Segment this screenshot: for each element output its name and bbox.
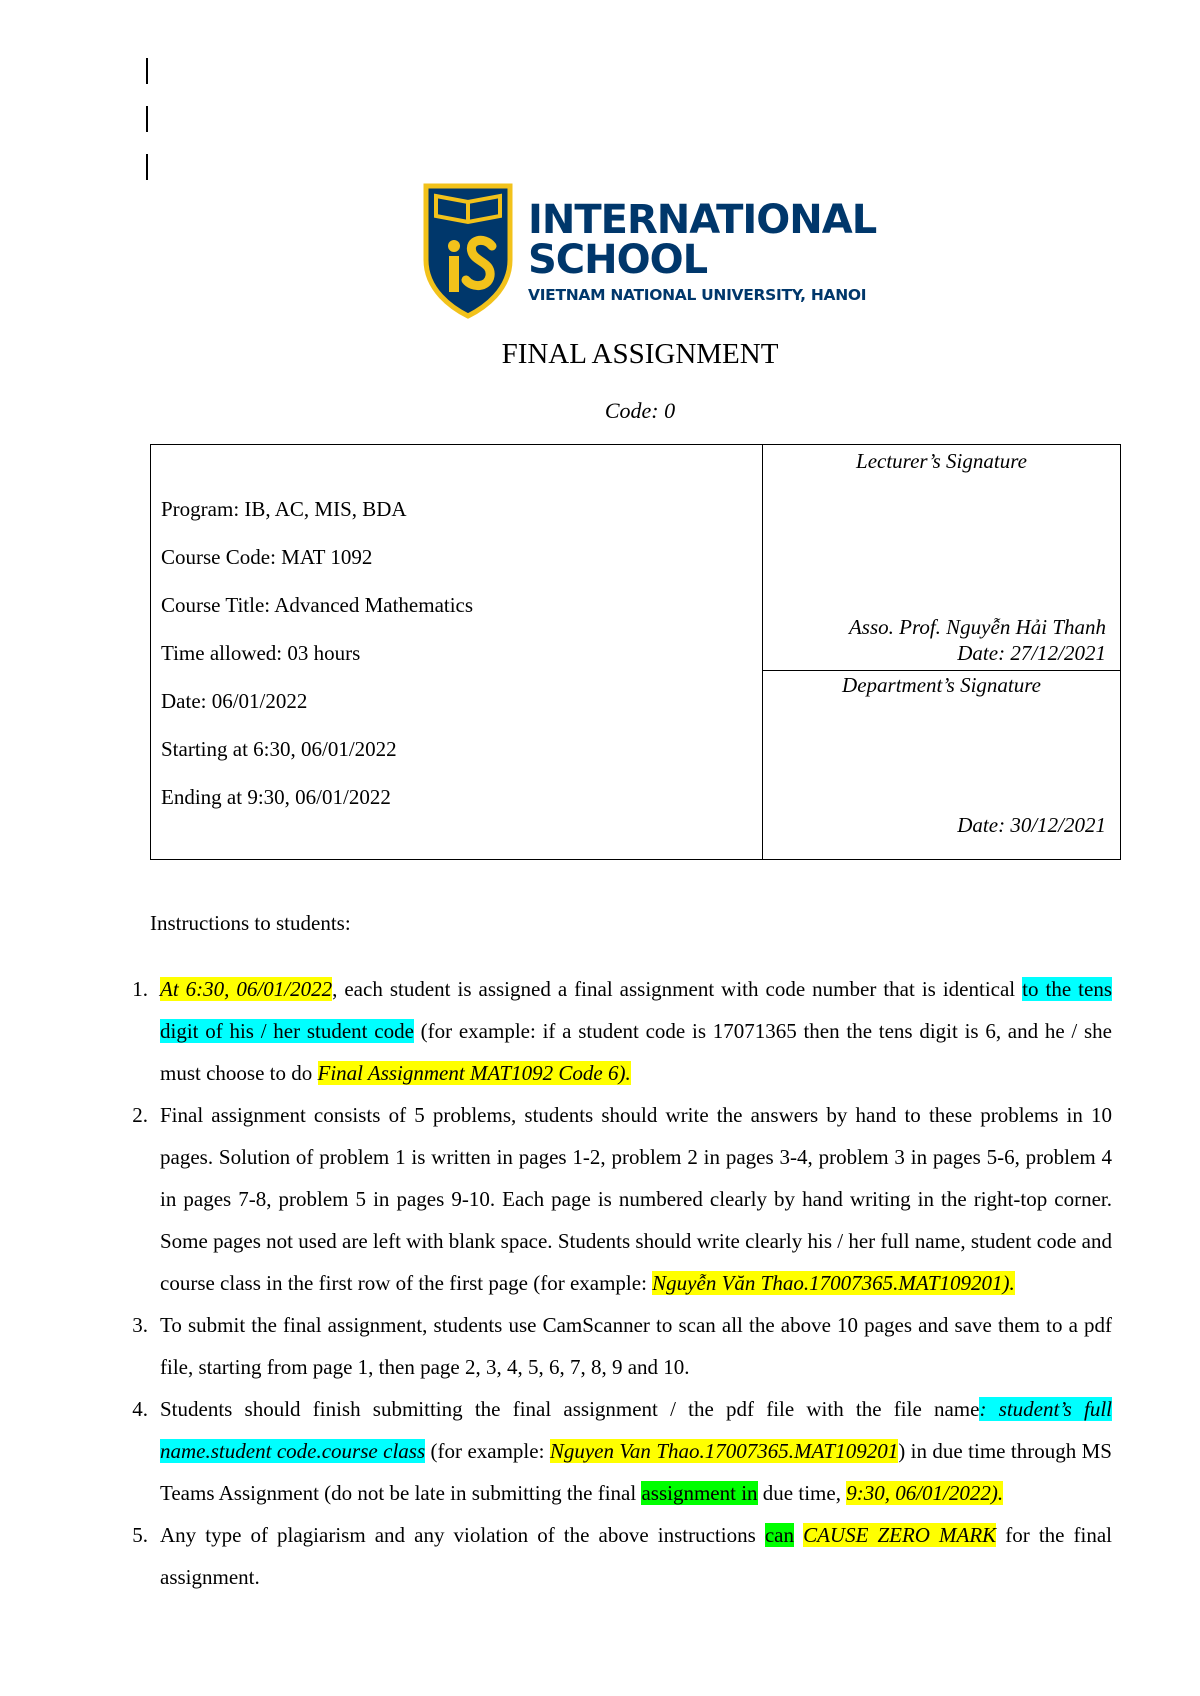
instruction-text: , each student is assigned a final assignment with code number that is identical bbox=[332, 977, 1023, 1001]
lecturer-signature-heading: Lecturer’s Signature bbox=[856, 449, 1027, 473]
instruction-text: Students should finish submitting the final assignment / the pdf file with the file name bbox=[160, 1397, 980, 1421]
instruction-number: 1. bbox=[132, 977, 148, 1001]
page-title: FINAL ASSIGNMENT bbox=[501, 338, 779, 370]
instruction-text: ) in due time through MS Teams Assignment (do not be late in submitting the final bbox=[160, 1439, 1112, 1505]
shield-emblem-icon bbox=[420, 182, 516, 320]
highlighted-text: to the tens digit of his / her student code bbox=[160, 977, 1112, 1043]
highlighted-text: CAUSE ZERO MARK bbox=[803, 1523, 997, 1547]
lecturer-date: Date: 27/12/2021 bbox=[957, 641, 1106, 665]
ending-line: Ending at 9:30, 06/01/2022 bbox=[161, 785, 391, 809]
instruction-item bbox=[118, 1388, 1112, 1514]
course-title-line: Course Title: Advanced Mathematics bbox=[161, 593, 474, 617]
school-logo bbox=[420, 182, 877, 322]
highlighted-text: Final Assignment MAT1092 Code 6). bbox=[317, 1061, 631, 1085]
highlighted-text: Nguyen Van Thao.17007365.MAT109201 bbox=[549, 1439, 899, 1463]
instruction-text: due time, bbox=[757, 1481, 847, 1505]
text-cursor-mark bbox=[146, 154, 148, 180]
starting-line: Starting at 6:30, 06/01/2022 bbox=[161, 737, 397, 761]
course-details-cell bbox=[151, 445, 763, 859]
logo-wordmark bbox=[528, 197, 877, 306]
instruction-item bbox=[118, 968, 1112, 1094]
text-cursor-mark bbox=[146, 58, 148, 84]
instruction-number: 3. bbox=[132, 1313, 148, 1337]
assignment-code: Code: 0 bbox=[604, 398, 676, 423]
logo-line-school: SCHOOL bbox=[528, 237, 708, 283]
logo-line-university: VIETNAM NATIONAL UNIVERSITY, HANOI bbox=[528, 286, 867, 304]
instruction-text: (for example: if a student code is 17071365 then the tens digit is 6, and he / she must choose to do bbox=[160, 1019, 1112, 1085]
instruction-number: 5. bbox=[132, 1523, 148, 1547]
instruction-text: (for example: bbox=[425, 1439, 550, 1463]
department-signature-cell bbox=[763, 671, 1120, 859]
instructions-heading: Instructions to students: bbox=[150, 911, 351, 935]
instruction-number: 2. bbox=[132, 1103, 148, 1127]
instruction-item bbox=[118, 1304, 1112, 1388]
highlighted-text: At 6:30, 06/01/2022 bbox=[160, 977, 333, 1001]
lecturer-name: Asso. Prof. Nguyễn Hải Thanh bbox=[848, 615, 1106, 639]
instruction-text: for the final assignment. bbox=[160, 1523, 1113, 1589]
department-signature-heading: Department’s Signature bbox=[842, 673, 1041, 697]
instruction-text: To submit the final assignment, students use CamScanner to scan all the above 10 pages and save them to a pdf file, starting from page 1, then page 2, 3, 4, 5, 6, 7, 8, 9 and 10. bbox=[160, 1313, 1112, 1379]
highlighted-text: can bbox=[764, 1523, 794, 1547]
department-date: Date: 30/12/2021 bbox=[957, 813, 1106, 837]
text-cursor-mark bbox=[146, 106, 148, 132]
instructions-list bbox=[118, 968, 1112, 1598]
logo-line-international: INTERNATIONAL bbox=[528, 197, 877, 243]
instruction-text bbox=[794, 1523, 803, 1547]
date-line: Date: 06/01/2022 bbox=[161, 689, 308, 713]
course-info-table bbox=[150, 444, 1121, 860]
instruction-text: Any type of plagiarism and any violation of the above instructions bbox=[160, 1523, 765, 1547]
highlighted-text: 9:30, 06/01/2022). bbox=[846, 1481, 1004, 1505]
highlighted-text: Nguyễn Văn Thao.17007365.MAT109201). bbox=[652, 1271, 1015, 1295]
time-allowed-line: Time allowed: 03 hours bbox=[161, 641, 361, 665]
instruction-item bbox=[118, 1094, 1112, 1304]
highlighted-text: assignment in bbox=[641, 1481, 758, 1505]
instruction-number: 4. bbox=[132, 1397, 148, 1421]
course-code-line: Course Code: MAT 1092 bbox=[161, 545, 373, 569]
highlighted-text: : student’s full name.student code.course class bbox=[160, 1397, 1112, 1463]
instruction-item bbox=[118, 1514, 1112, 1598]
program-line: Program: IB, AC, MIS, BDA bbox=[161, 497, 407, 521]
lecturer-signature-cell bbox=[763, 445, 1120, 671]
instruction-text: Final assignment consists of 5 problems, students should write the answers by hand to these problems in 10 pages. Solution of problem 1 is written in pages 1-2, problem 2 in pages 3-4, problem 3 in pages 5-6, problem 4 in pages 7-8, problem 5 in pages 9-10. Each page is numbered clearly by hand writing in the right-top corner. Some pages not used are left with blank space. Students should write clearly his / her full name, student code and course class in the first row of the first page (for example: bbox=[160, 1103, 1112, 1295]
